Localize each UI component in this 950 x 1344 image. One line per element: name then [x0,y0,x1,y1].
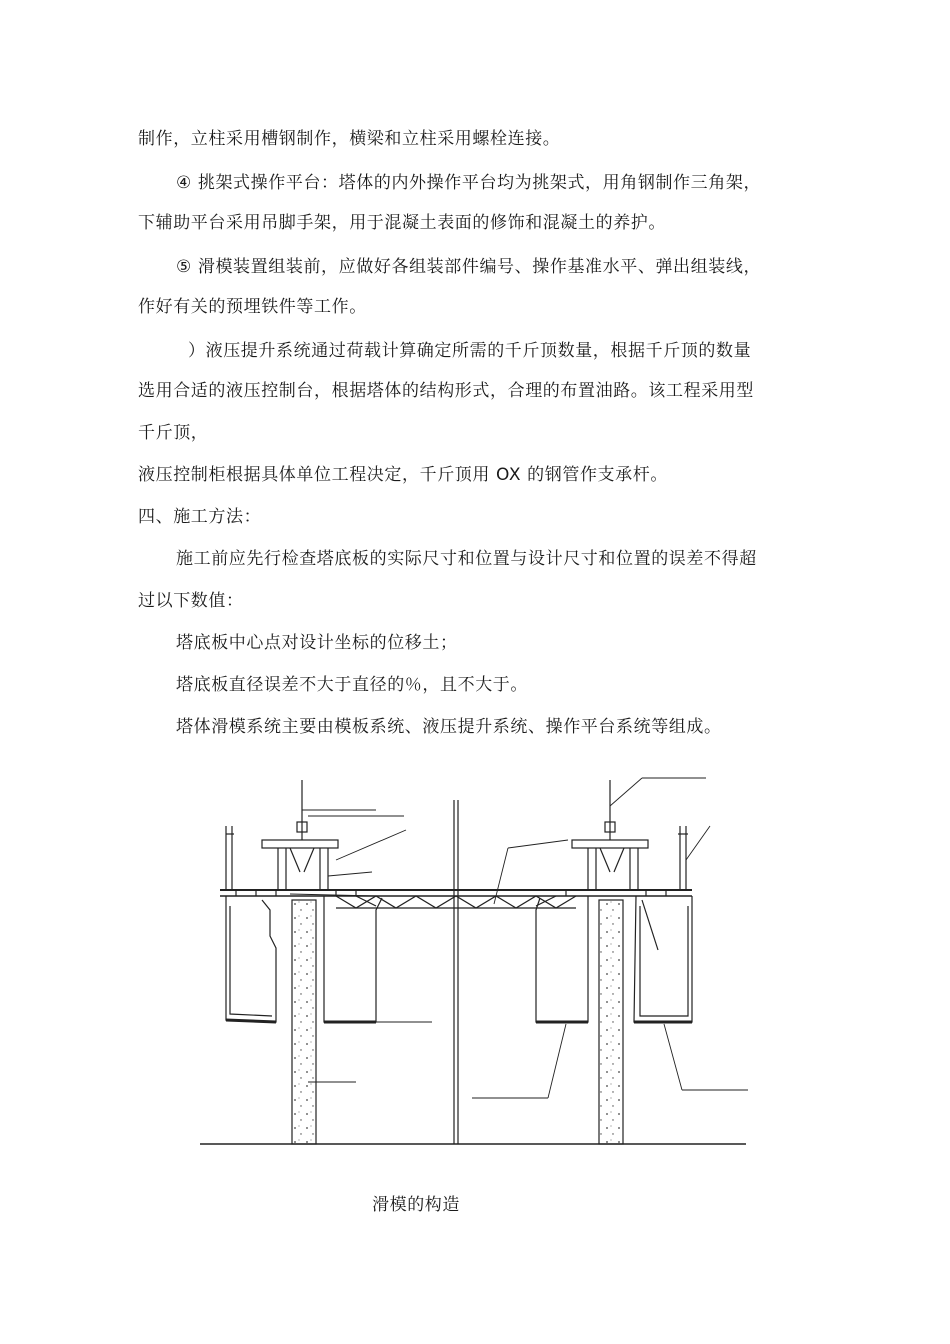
text-line: 塔体滑模系统主要由模板系统、液压提升系统、操作平台系统等组成。 [176,717,722,737]
section-heading: 四、施工方法： [138,507,262,527]
text-line: ④ 挑架式操作平台：塔体的内外操作平台均为挑架式，用角钢制作三角架， [176,173,762,193]
text-line: 千斤顶， [138,423,209,443]
text-line: 制作，立柱采用槽钢制作，横梁和立柱采用螺栓连接。 [138,129,561,149]
text-line: 液压控制柜根据具体单位工程决定，千斤顶用 OX 的钢管作支承杆。 [138,465,668,485]
text-line: ）液压提升系统通过荷载计算确定所需的千斤顶数量，根据千斤顶的数量 [188,341,752,361]
text-line: 塔底板中心点对设计坐标的位移土； [176,633,458,653]
text-line: 过以下数值： [138,591,244,611]
text-line: 作好有关的预埋铁件等工作。 [138,297,367,317]
slipform-structure-diagram [196,760,756,1160]
text-line: 选用合适的液压控制台，根据塔体的结构形式，合理的布置油路。该工程采用型 [138,381,754,401]
figure-caption: 滑模的构造 [372,1195,460,1215]
text-line: 塔底板直径误差不大于直径的％，且不大于。 [176,675,528,695]
text-line: 施工前应先行检查塔底板的实际尺寸和位置与设计尺寸和位置的误差不得超 [176,549,757,569]
text-line: 下辅助平台采用吊脚手架，用于混凝土表面的修饰和混凝土的养护。 [138,213,666,233]
text-line: ⑤ 滑模装置组装前，应做好各组装部件编号、操作基准水平、弹出组装线， [176,257,762,277]
